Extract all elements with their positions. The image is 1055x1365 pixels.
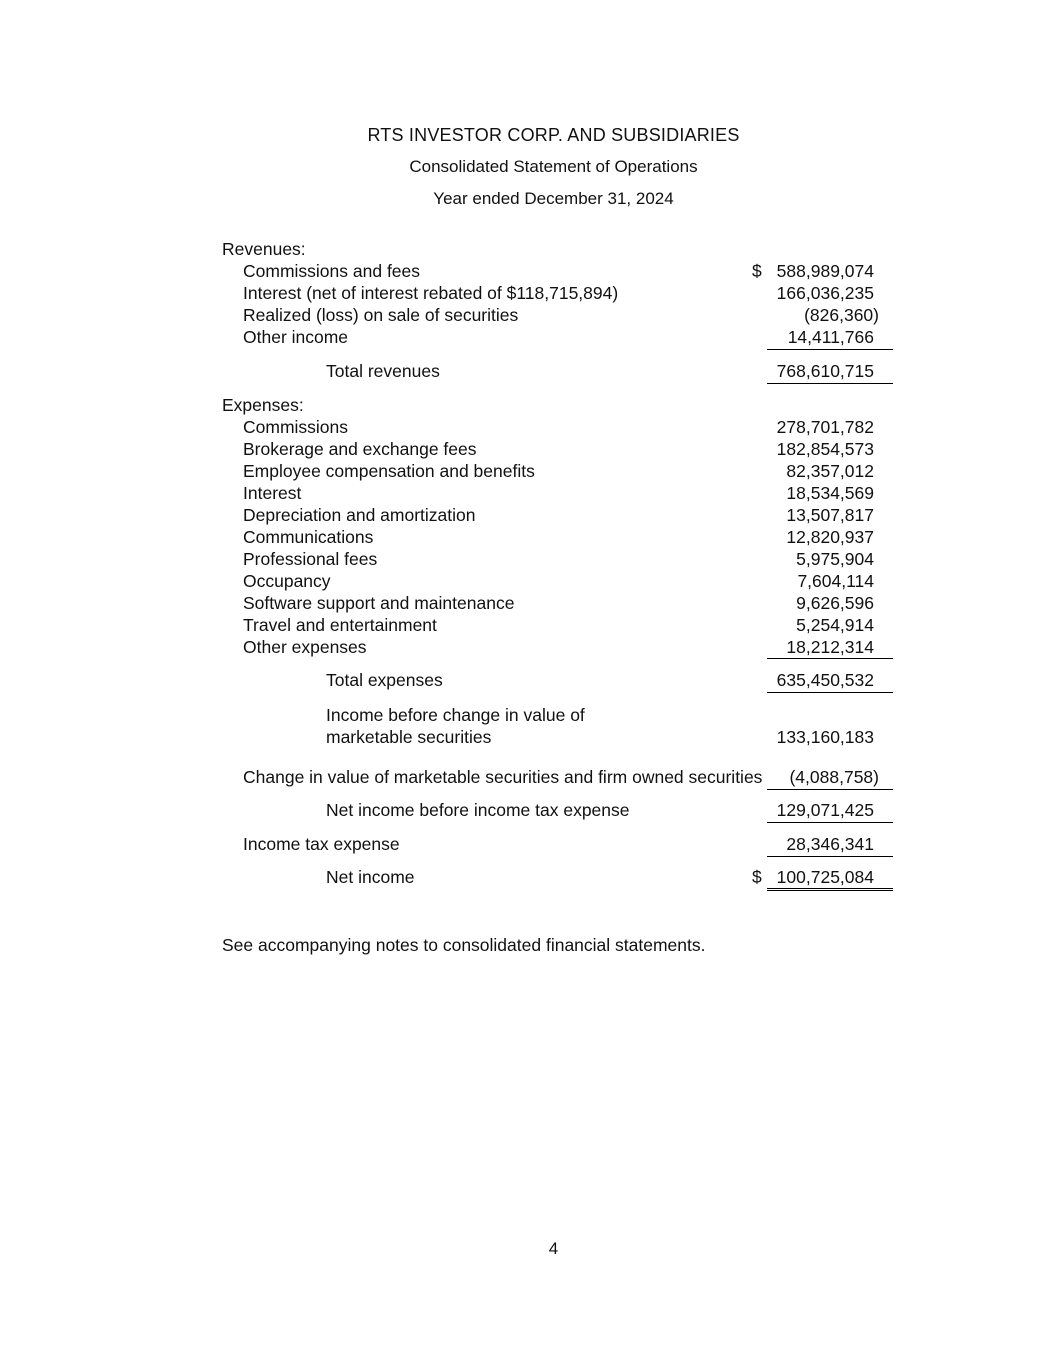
footnote: See accompanying notes to consolidated financial statements. (222, 935, 706, 955)
income-tax-label: Income tax expense (243, 834, 400, 854)
expense-label: Commissions (243, 417, 349, 437)
income-tax-amount: 28,346,341 (786, 834, 874, 854)
statement-title: Consolidated Statement of Operations (409, 157, 698, 176)
currency-symbol: $ (752, 261, 762, 281)
net-income-label: Net income (326, 867, 415, 887)
expense-amount: 9,626,596 (796, 593, 874, 613)
income-before-change-amount: 133,160,183 (776, 727, 874, 747)
revenue-label: Interest (net of interest rebated of $118,715,894) (243, 283, 619, 303)
net-before-tax-label: Net income before income tax expense (326, 800, 630, 820)
subtotal-rule (767, 856, 893, 857)
expense-amount: 182,854,573 (776, 439, 874, 459)
expense-label: Interest (243, 483, 302, 503)
company-name: RTS INVESTOR CORP. AND SUBSIDIARIES (367, 125, 740, 145)
expense-amount: 82,357,012 (786, 461, 874, 481)
total-revenues-label: Total revenues (326, 361, 440, 381)
revenue-amount: (826,360) (804, 305, 879, 325)
revenues-heading: Revenues: (222, 239, 306, 259)
total-expenses-amount: 635,450,532 (776, 670, 874, 690)
expenses-heading: Expenses: (222, 395, 304, 415)
expense-label: Travel and entertainment (243, 615, 437, 635)
net-income-amount: 100,725,084 (776, 867, 874, 887)
expense-label: Communications (243, 527, 374, 547)
expense-label: Other expenses (243, 637, 367, 657)
subtotal-rule (767, 789, 893, 790)
total-rule (767, 822, 893, 823)
expense-amount: 5,254,914 (796, 615, 874, 635)
subtotal-rule (767, 658, 893, 659)
revenue-amount: 166,036,235 (776, 283, 874, 303)
expense-amount: 18,534,569 (786, 483, 874, 503)
subtotal-rule (767, 349, 893, 350)
expense-amount: 18,212,314 (786, 637, 874, 657)
expense-amount: 7,604,114 (797, 571, 874, 591)
total-rule (767, 383, 893, 384)
expense-label: Occupancy (243, 571, 331, 591)
total-revenues-amount: 768,610,715 (776, 361, 874, 381)
expense-amount: 5,975,904 (796, 549, 874, 569)
expense-label: Employee compensation and benefits (243, 461, 535, 481)
change-in-value-label: Change in value of marketable securities and firm owned securities (243, 767, 763, 787)
income-before-change-label-line2: marketable securities (326, 727, 492, 747)
revenue-label: Realized (loss) on sale of securities (243, 305, 519, 325)
expense-amount: 12,820,937 (786, 527, 874, 547)
expense-amount: 278,701,782 (776, 417, 874, 437)
revenue-label: Commissions and fees (243, 261, 421, 281)
revenue-amount: 14,411,766 (787, 327, 874, 347)
statement-period: Year ended December 31, 2024 (433, 189, 674, 208)
total-expenses-label: Total expenses (326, 670, 443, 690)
net-before-tax-amount: 129,071,425 (776, 800, 874, 820)
revenue-label: Other income (243, 327, 349, 347)
total-rule (767, 692, 893, 693)
double-underline (767, 888, 893, 891)
change-in-value-amount: (4,088,758) (789, 767, 879, 787)
currency-symbol: $ (752, 867, 762, 887)
expense-label: Professional fees (243, 549, 378, 569)
expense-label: Depreciation and amortization (243, 505, 476, 525)
page-number: 4 (548, 1239, 559, 1258)
revenue-amount: 588,989,074 (776, 261, 874, 281)
expense-amount: 13,507,817 (786, 505, 874, 525)
expense-label: Brokerage and exchange fees (243, 439, 477, 459)
income-before-change-label-line1: Income before change in value of (326, 705, 585, 725)
expense-label: Software support and maintenance (243, 593, 515, 613)
